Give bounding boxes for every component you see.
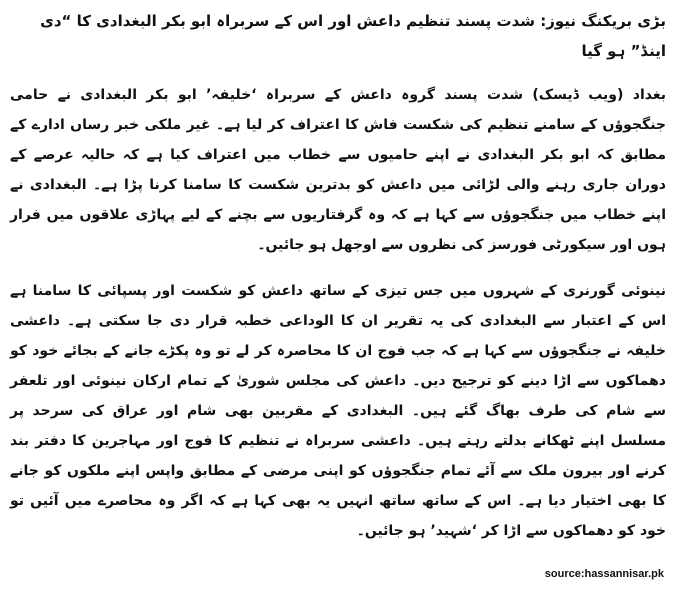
source-credit: source:hassannisar.pk bbox=[544, 568, 664, 580]
article-paragraph-1: بغداد (ویب ڈیسک) شدت پسند گروہ داعش کے سربراہ ‘خلیفہ’ ابو بکر البغدادی نے حامی جنگجوؤں کے سامنے تنظیم کی شکست فاش کا اعتراف کر لیا ہے۔ غیر ملکی خبر رساں ادارے کے مطابق کہ ابو بکر البغدادی نے اپنے حامیوں سے خطاب میں اعتراف کیا ہے کہ حالیہ عرصے کے دوران جاری رہنے والی لڑائی میں داعش کو بدترین شکست کا سامنا کرنا پڑا ہے۔ البغدادی نے اپنے خطاب میں جنگجوؤں سے کہا ہے کہ وہ گرفتاریوں سے بچنے کے لیے پہاڑی علاقوں میں فرار ہوں اور سیکورٹی فورسز کی نظروں سے اوجھل ہو جائیں۔ bbox=[10, 87, 666, 253]
article-title: بڑی بریکنگ نیوز: شدت پسند تنظیم داعش اور اس کے سربراہ ابو بکر البغدادی کا “دی اینڈ” ہو گیا bbox=[40, 12, 666, 60]
article-paragraph-2: نینوئی گورنری کے شہروں میں جس تیزی کے ساتھ داعش کو شکست اور پسپائی کا سامنا ہے اس کے اعتبار سے البغدادی کی یہ تقریر ان کا الوداعی خطبہ قرار دی جا سکتی ہے۔ داعشی خلیفہ نے جنگجوؤں سے کہا ہے کہ جب فوج ان کا محاصرہ کر لے تو وہ پکڑے جانے کے بجائے خود کو دھماکوں سے اڑا دینے کو ترجیح دیں۔ داعش کی مجلس شوریٰ کے تمام ارکان نینوئی اور تلعفر سے شام کی طرف بھاگ گئے ہیں۔ البغدادی کے مقربین بھی شام اور عراق کی سرحد پر مسلسل اپنے ٹھکانے بدلتے رہتے ہیں۔ داعشی سربراہ نے تنظیم کا فوج اور مہاجرین کا دفتر بند کرنے اور بیرون ملک سے آئے تمام جنگجوؤں کو اپنی مرضی کے مطابق واپس اپنے ملکوں کو جانے کا بھی اختیار دیا ہے۔ اس کے ساتھ ساتھ انہیں یہ بھی کہا ہے کہ اگر وہ محاصرے میں آئیں تو خود کو دھماکوں سے اڑا کر ‘شہید’ ہو جائیں۔ bbox=[10, 283, 666, 539]
